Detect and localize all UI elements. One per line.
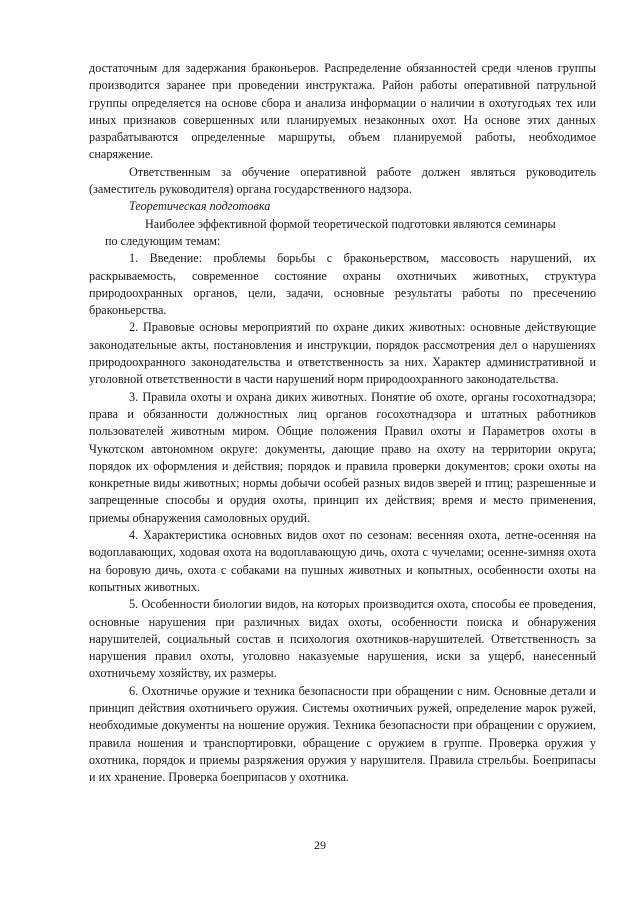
seminar-intro-line-1: Наиболее эффективной формой теоретической подготовки являются семинары bbox=[145, 216, 556, 231]
topic-5: 5. Особенности биологии видов, на которых производится охота, способы ее проведения, основные нарушения при различных видах охоты, особенности поиска и обнаружения нарушителей, социальный состав и психология охотников-нарушителей. Ответственность за нарушения правил охоты, уголовно наказуемые нарушения, иски за ущерб, нанесенный охотничьему хозяйству, их размеры. bbox=[89, 597, 596, 681]
responsible-paragraph: Ответственным за обучение оперативной работе должен являться руководитель (заместитель руководителя) органа государственного надзора. bbox=[89, 164, 596, 197]
page-number: 29 bbox=[314, 838, 326, 852]
topic-2: 2. Правовые основы мероприятий по охране диких животных: основные действующие законодательные акты, постановления и инструкции, порядок рассмотрения дел о нарушениях природоохранного законодательства и ответственность за них. Характер административной и уголовной ответственности в части нарушений норм природоохранного законодательства. bbox=[89, 320, 596, 387]
intro-paragraph: достаточным для задержания браконьеров. Распределение обязанностей среди членов группы производится заранее при проведении инструктажа. Район работы оперативной патрульной группы определяется на основе сбора и анализа информации о наличии в охотугодьях тех или иных признаков совершенных или планируемых незаконных охот. На основе этих данных разрабатываются определенные маршруты, объем планируемой работы, необходимое снаряжение. bbox=[89, 61, 596, 162]
section-heading: Теоретическая подготовка bbox=[129, 199, 271, 214]
document-page bbox=[89, 60, 596, 786]
topic-1: 1. Введение: проблемы борьбы с браконьерством, массовость нарушений, их раскрываемость, современное состояние охраны охотничьих животных, структура природоохранных органов, цели, задачи, основные результаты работы по пресечению браконьерства. bbox=[89, 251, 596, 318]
seminar-intro-line-2: по следующим темам: bbox=[105, 233, 221, 248]
topic-3: 3. Правила охоты и охрана диких животных. Понятие об охоте, органы госохотнадзора; права и обязанности должностных лиц органов госохотнадзора и штатных работников пользователей животным миром. Общие положения Правил охоты и Параметров охоты в Чукотском автономном округе: документы, дающие право на охоту на территории округа; порядок их оформления и действия; порядок и правила проверки документов; сроки охоты на конкретные виды животных; нормы добычи особей разных видов зверей и птиц; разрешенные и запрещенные способы и орудия охоты, принцип их действия; время и место применения, приемы обнаружения самоловных орудий. bbox=[89, 389, 596, 525]
topic-4: 4. Характеристика основных видов охот по сезонам: весенняя охота, летне-осенняя на водоплавающих, ходовая охота на водоплавающую дичь, охота с чучелами; осенне-зимняя охота на боровую дичь, охота с собаками на пушных животных и копытных, особенности охоты на копытных животных. bbox=[89, 528, 596, 594]
topic-6: 6. Охотничье оружие и техника безопасности при обращении с ним. Основные детали и принцип действия охотничьего оружия. Системы охотничьих ружей, определение марок ружей, необходимые документы на ношение оружия. Техника безопасности при обращении с оружием, правила ношения и транспортировки, обращение с оружием в группе. Проверка оружия у охотника, порядок и приемы разряжения оружия у нарушителя. Правила стрельбы. Боеприпасы и их хранение. Проверка боеприпасов у охотника. bbox=[89, 683, 596, 785]
